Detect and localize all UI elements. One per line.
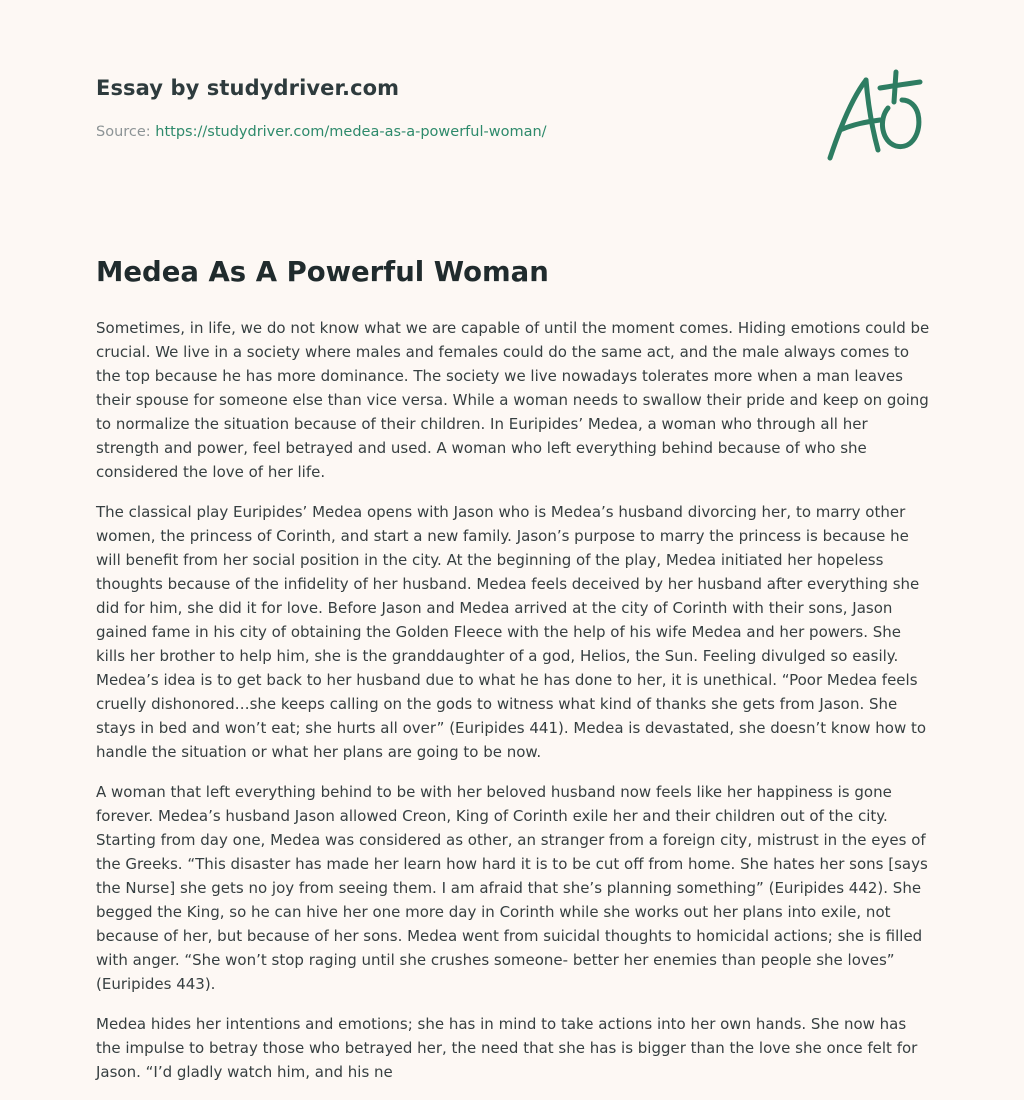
a-plus-logo-icon — [822, 68, 928, 164]
essay-title: Medea As A Powerful Woman — [96, 256, 549, 288]
source-link[interactable]: https://studydriver.com/medea-as-a-powerful-woman/ — [155, 124, 547, 140]
essay-paragraph: A woman that left everything behind to be with her beloved husband now feels like her happiness is gone forever. Medea’s husband Jason allowed Creon, King of Corinth exile her and their children out of the city. Starting from day one, Medea was considered as other, an stranger from a foreign city, mistrust in the eyes of the Greeks. “This disaster has made her learn how hard it is to be cut off from home. She hates her sons [says the Nurse] she gets no joy from seeing them. I am afraid that she’s planning something” (Euripides 442). She begged the King, so he can hive her one more day in Corinth while she works out her plans into exile, not because of her, but because of her sons. Medea went from suicidal thoughts to homicidal actions; she is filled with anger. “She won’t stop raging until she crushes someone- better her enemies than people she loves” (Euripides 443). — [96, 783, 928, 993]
site-brand: Essay by studydriver.com — [96, 76, 400, 100]
essay-paragraph: Medea hides her intentions and emotions; she has in mind to take actions into her own hands. She now has the impulse to betray those who betrayed her, the need that she has is bigger than the love she once felt for Jason. “I’d gladly watch him, and his ne — [96, 1015, 918, 1081]
essay-body — [96, 316, 932, 1100]
source-label: Source: — [96, 124, 151, 140]
essay-paragraph: Sometimes, in life, we do not know what we are capable of until the moment comes. Hiding emotions could be crucial. We live in a society where males and females could do the same act, and the male always comes to the top because he has more dominance. The society we live nowadays tolerates more when a man leaves their spouse for someone else than vice versa. While a woman needs to swallow their pride and keep on going to normalize the situation because of their children. In Euripides’ Medea, a woman who through all her strength and power, feel betrayed and used. A woman who left everything behind because of who she considered the love of her life. — [96, 319, 930, 481]
source-line — [96, 124, 547, 140]
essay-paragraph: The classical play Euripides’ Medea opens with Jason who is Medea’s husband divorcing her, to marry other women, the princess of Corinth, and start a new family. Jason’s purpose to marry the princess is because he will benefit from her social position in the city. At the beginning of the play, Medea initiated her hopeless thoughts because of the infidelity of her husband. Medea feels deceived by her husband after everything she did for him, she did it for love. Before Jason and Medea arrived at the city of Corinth with their sons, Jason gained fame in his city of obtaining the Golden Fleece with the help of his wife Medea and her powers. She kills her brother to help him, she is the granddaughter of a god, Helios, the Sun. Feeling divulged so easily. Medea’s idea is to get back to her husband due to what he has done to her, it is unethical. “Poor Medea feels cruelly dishonored…she keeps calling on the gods to witness what kind of thanks she gets from Jason. She stays in bed and won’t eat; she hurts all over” (Euripides 441). Medea is devastated, she doesn’t know how to handle the situation or what her plans are going to be now. — [96, 503, 927, 761]
